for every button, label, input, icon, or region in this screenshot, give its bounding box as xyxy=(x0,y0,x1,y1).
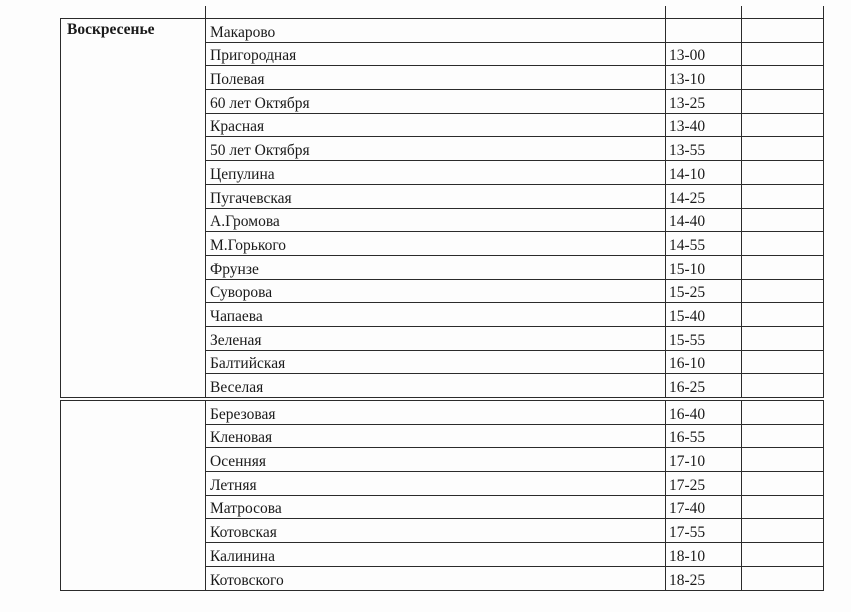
day-cell-empty xyxy=(61,401,206,591)
stop-name: Осенняя xyxy=(206,448,666,472)
departure-time: 16-40 xyxy=(666,401,742,425)
stop-name: Котовская xyxy=(206,519,666,543)
departure-time: 17-25 xyxy=(666,472,742,496)
stop-name: Фрунзе xyxy=(206,255,666,279)
empty-cell xyxy=(61,6,206,19)
empty-cell xyxy=(666,6,742,19)
empty-cell xyxy=(742,255,824,279)
departure-time: 16-25 xyxy=(666,374,742,398)
departure-time: 16-55 xyxy=(666,424,742,448)
departure-time: 13-00 xyxy=(666,42,742,66)
empty-cell xyxy=(742,374,824,398)
empty-cell xyxy=(742,184,824,208)
departure-time: 13-40 xyxy=(666,113,742,137)
departure-time: 17-55 xyxy=(666,519,742,543)
stop-name: Пугачевская xyxy=(206,184,666,208)
departure-time: 13-25 xyxy=(666,90,742,114)
stop-name: Чапаева xyxy=(206,303,666,327)
empty-cell xyxy=(742,42,824,66)
stop-name: Березовая xyxy=(206,401,666,425)
stop-name: Веселая xyxy=(206,374,666,398)
empty-cell xyxy=(742,566,824,590)
departure-time: 15-10 xyxy=(666,255,742,279)
empty-cell xyxy=(742,303,824,327)
departure-time: 15-40 xyxy=(666,303,742,327)
empty-cell xyxy=(742,66,824,90)
departure-time: 14-40 xyxy=(666,208,742,232)
stop-name: Летняя xyxy=(206,472,666,496)
empty-cell xyxy=(742,232,824,256)
stop-name: Полевая xyxy=(206,66,666,90)
stop-name: Зеленая xyxy=(206,326,666,350)
schedule-table-part-1 xyxy=(60,6,824,398)
stop-name: Пригородная xyxy=(206,42,666,66)
departure-time: 13-10 xyxy=(666,66,742,90)
stop-name: Цепулина xyxy=(206,161,666,185)
stop-name: Суворова xyxy=(206,279,666,303)
departure-time: 15-25 xyxy=(666,279,742,303)
empty-cell xyxy=(742,19,824,43)
departure-time: 18-10 xyxy=(666,543,742,567)
empty-cell xyxy=(206,6,666,19)
stop-name: 50 лет Октября xyxy=(206,137,666,161)
stop-name: Балтийская xyxy=(206,350,666,374)
table-row-cut xyxy=(61,6,824,19)
departure-time: 14-10 xyxy=(666,161,742,185)
stop-name: Калинина xyxy=(206,543,666,567)
empty-cell xyxy=(742,495,824,519)
empty-cell xyxy=(742,6,824,19)
empty-cell xyxy=(742,401,824,425)
empty-cell xyxy=(742,472,824,496)
stop-name: М.Горького xyxy=(206,232,666,256)
empty-cell xyxy=(742,326,824,350)
departure-time: 16-10 xyxy=(666,350,742,374)
empty-cell xyxy=(742,424,824,448)
departure-time: 15-55 xyxy=(666,326,742,350)
empty-cell xyxy=(742,279,824,303)
table-row xyxy=(61,401,824,425)
stop-name: Котовского xyxy=(206,566,666,590)
departure-time: 17-10 xyxy=(666,448,742,472)
table-row xyxy=(61,19,824,43)
stop-name: А.Громова xyxy=(206,208,666,232)
stop-name: 60 лет Октября xyxy=(206,90,666,114)
departure-time: 14-25 xyxy=(666,184,742,208)
departure-time: 14-55 xyxy=(666,232,742,256)
departure-time: 17-40 xyxy=(666,495,742,519)
empty-cell xyxy=(742,519,824,543)
empty-cell xyxy=(742,137,824,161)
empty-cell xyxy=(742,161,824,185)
stop-name: Кленовая xyxy=(206,424,666,448)
departure-time: 18-25 xyxy=(666,566,742,590)
day-label: Воскресенье xyxy=(61,19,206,398)
departure-time xyxy=(666,19,742,43)
empty-cell xyxy=(742,350,824,374)
empty-cell xyxy=(742,543,824,567)
stop-name: Макарово xyxy=(206,19,666,43)
empty-cell xyxy=(742,448,824,472)
empty-cell xyxy=(742,113,824,137)
empty-cell xyxy=(742,208,824,232)
stop-name: Матросова xyxy=(206,495,666,519)
stop-name: Красная xyxy=(206,113,666,137)
schedule-table-part-2 xyxy=(60,400,824,591)
empty-cell xyxy=(742,90,824,114)
departure-time: 13-55 xyxy=(666,137,742,161)
